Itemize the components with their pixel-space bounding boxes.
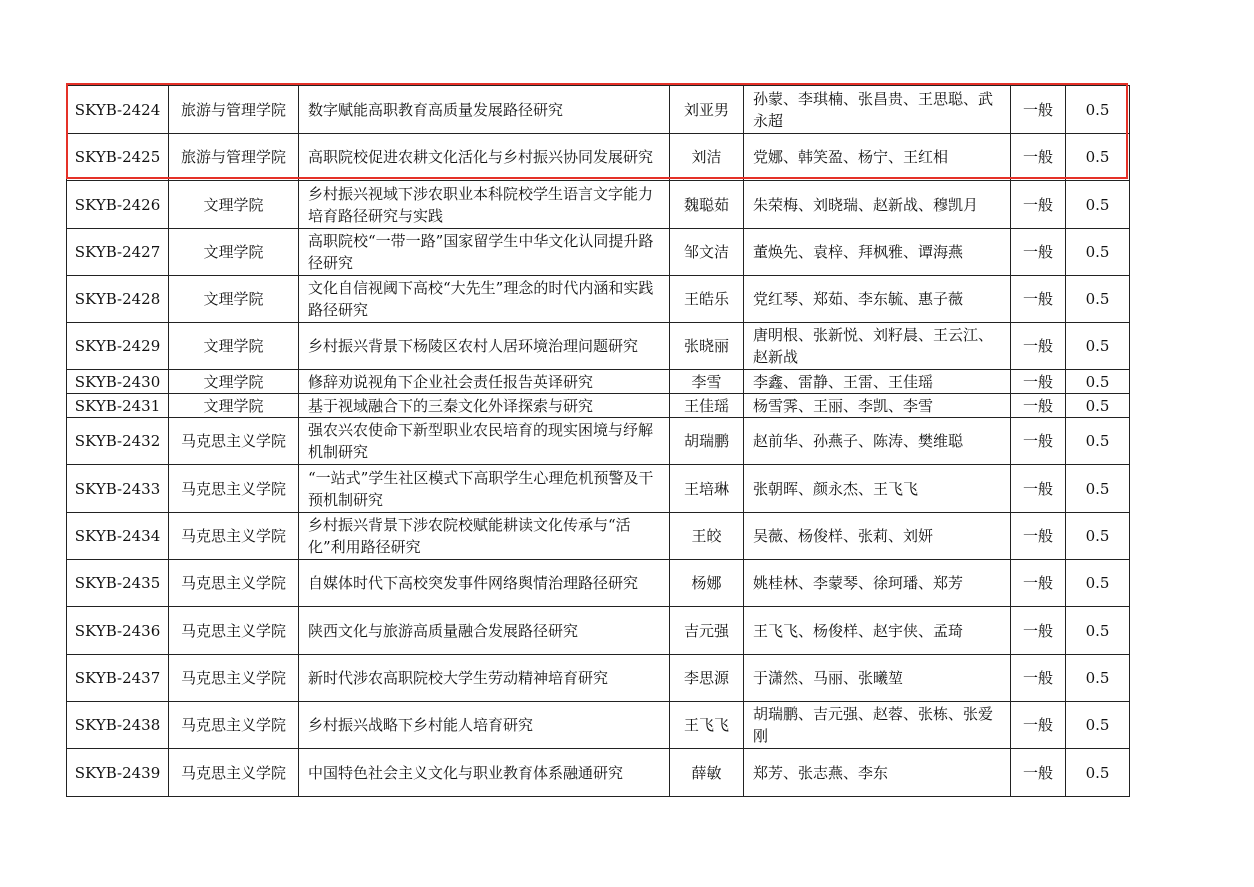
level-cell: 一般 xyxy=(1011,86,1066,134)
table-body xyxy=(67,86,1130,797)
project-code-cell: SKYB-2424 xyxy=(67,86,169,134)
project-title-cell: “一站式”学生社区模式下高职学生心理危机预警及干预机制研究 xyxy=(299,465,670,513)
table-row xyxy=(67,134,1130,181)
project-code-cell: SKYB-2439 xyxy=(67,749,169,797)
project-code-cell: SKYB-2426 xyxy=(67,181,169,229)
project-code-cell: SKYB-2431 xyxy=(67,394,169,418)
project-title-cell: 高职院校“一带一路”国家留学生中华文化认同提升路径研究 xyxy=(299,229,670,276)
members-cell: 唐明根、张新悦、刘籽晨、王云江、赵新战 xyxy=(744,323,1011,370)
project-title-cell: 高职院校促进农耕文化活化与乡村振兴协同发展研究 xyxy=(299,134,670,181)
project-code-cell: SKYB-2434 xyxy=(67,513,169,560)
level-cell: 一般 xyxy=(1011,702,1066,749)
project-code-cell: SKYB-2437 xyxy=(67,655,169,702)
project-code-cell: SKYB-2425 xyxy=(67,134,169,181)
department-cell: 文理学院 xyxy=(169,229,299,276)
members-cell: 于潇然、马丽、张曦堃 xyxy=(744,655,1011,702)
project-title-cell: 陕西文化与旅游高质量融合发展路径研究 xyxy=(299,607,670,655)
project-code-cell: SKYB-2427 xyxy=(67,229,169,276)
table-row xyxy=(67,702,1130,749)
members-cell: 孙蒙、李琪楠、张昌贵、王思聪、武永超 xyxy=(744,86,1011,134)
table-row xyxy=(67,749,1130,797)
funding-cell: 0.5 xyxy=(1066,134,1130,181)
project-title-cell: 乡村振兴战略下乡村能人培育研究 xyxy=(299,702,670,749)
table-row xyxy=(67,323,1130,370)
funding-cell: 0.5 xyxy=(1066,418,1130,465)
host-name-cell: 邹文洁 xyxy=(670,229,744,276)
host-name-cell: 胡瑞鹏 xyxy=(670,418,744,465)
project-title-cell: 强农兴农使命下新型职业农民培育的现实困境与纾解机制研究 xyxy=(299,418,670,465)
level-cell: 一般 xyxy=(1011,134,1066,181)
project-code-cell: SKYB-2436 xyxy=(67,607,169,655)
funding-cell: 0.5 xyxy=(1066,86,1130,134)
table-row xyxy=(67,181,1130,229)
department-cell: 旅游与管理学院 xyxy=(169,86,299,134)
department-cell: 文理学院 xyxy=(169,181,299,229)
department-cell: 马克思主义学院 xyxy=(169,560,299,607)
level-cell: 一般 xyxy=(1011,323,1066,370)
funding-cell: 0.5 xyxy=(1066,229,1130,276)
level-cell: 一般 xyxy=(1011,607,1066,655)
project-title-cell: 基于视域融合下的三秦文化外译探索与研究 xyxy=(299,394,670,418)
level-cell: 一般 xyxy=(1011,655,1066,702)
project-title-cell: 修辞劝说视角下企业社会责任报告英译研究 xyxy=(299,370,670,394)
table-row xyxy=(67,513,1130,560)
funding-cell: 0.5 xyxy=(1066,394,1130,418)
funding-cell: 0.5 xyxy=(1066,702,1130,749)
department-cell: 文理学院 xyxy=(169,394,299,418)
members-cell: 吴薇、杨俊样、张莉、刘妍 xyxy=(744,513,1011,560)
funding-cell: 0.5 xyxy=(1066,370,1130,394)
funding-cell: 0.5 xyxy=(1066,607,1130,655)
members-cell: 党红琴、郑茹、李东毓、惠子薇 xyxy=(744,276,1011,323)
funding-cell: 0.5 xyxy=(1066,276,1130,323)
host-name-cell: 张晓丽 xyxy=(670,323,744,370)
table-row xyxy=(67,276,1130,323)
funding-cell: 0.5 xyxy=(1066,749,1130,797)
project-title-cell: 文化自信视阈下高校“大先生”理念的时代内涵和实践路径研究 xyxy=(299,276,670,323)
members-cell: 胡瑞鹏、吉元强、赵蓉、张栋、张爱刚 xyxy=(744,702,1011,749)
members-cell: 张朝晖、颜永杰、王飞飞 xyxy=(744,465,1011,513)
project-code-cell: SKYB-2438 xyxy=(67,702,169,749)
host-name-cell: 刘洁 xyxy=(670,134,744,181)
project-title-cell: 乡村振兴背景下涉农院校赋能耕读文化传承与“活化”利用路径研究 xyxy=(299,513,670,560)
level-cell: 一般 xyxy=(1011,229,1066,276)
level-cell: 一般 xyxy=(1011,749,1066,797)
project-code-cell: SKYB-2429 xyxy=(67,323,169,370)
table-row xyxy=(67,607,1130,655)
project-code-cell: SKYB-2430 xyxy=(67,370,169,394)
department-cell: 马克思主义学院 xyxy=(169,749,299,797)
project-title-cell: 乡村振兴背景下杨陵区农村人居环境治理问题研究 xyxy=(299,323,670,370)
department-cell: 马克思主义学院 xyxy=(169,702,299,749)
project-title-cell: 自媒体时代下高校突发事件网络舆情治理路径研究 xyxy=(299,560,670,607)
level-cell: 一般 xyxy=(1011,560,1066,607)
host-name-cell: 李雪 xyxy=(670,370,744,394)
level-cell: 一般 xyxy=(1011,181,1066,229)
funding-cell: 0.5 xyxy=(1066,513,1130,560)
table-row xyxy=(67,370,1130,394)
table-row xyxy=(67,229,1130,276)
table-row xyxy=(67,418,1130,465)
members-cell: 赵前华、孙燕子、陈涛、樊维聪 xyxy=(744,418,1011,465)
members-cell: 党娜、韩笑盈、杨宁、王红相 xyxy=(744,134,1011,181)
host-name-cell: 杨娜 xyxy=(670,560,744,607)
department-cell: 文理学院 xyxy=(169,323,299,370)
level-cell: 一般 xyxy=(1011,394,1066,418)
table-row xyxy=(67,394,1130,418)
members-cell: 姚桂林、李蒙琴、徐珂璠、郑芳 xyxy=(744,560,1011,607)
host-name-cell: 王培琳 xyxy=(670,465,744,513)
funding-cell: 0.5 xyxy=(1066,560,1130,607)
project-code-cell: SKYB-2432 xyxy=(67,418,169,465)
table-row xyxy=(67,655,1130,702)
host-name-cell: 王皓乐 xyxy=(670,276,744,323)
project-title-cell: 乡村振兴视域下涉农职业本科院校学生语言文字能力培育路径研究与实践 xyxy=(299,181,670,229)
table-row xyxy=(67,465,1130,513)
level-cell: 一般 xyxy=(1011,513,1066,560)
project-table-container xyxy=(66,85,1130,797)
project-title-cell: 数字赋能高职教育高质量发展路径研究 xyxy=(299,86,670,134)
host-name-cell: 王佳瑶 xyxy=(670,394,744,418)
host-name-cell: 吉元强 xyxy=(670,607,744,655)
project-title-cell: 新时代涉农高职院校大学生劳动精神培育研究 xyxy=(299,655,670,702)
department-cell: 旅游与管理学院 xyxy=(169,134,299,181)
members-cell: 郑芳、张志燕、李东 xyxy=(744,749,1011,797)
department-cell: 马克思主义学院 xyxy=(169,513,299,560)
level-cell: 一般 xyxy=(1011,370,1066,394)
department-cell: 马克思主义学院 xyxy=(169,418,299,465)
funding-cell: 0.5 xyxy=(1066,465,1130,513)
host-name-cell: 王飞飞 xyxy=(670,702,744,749)
project-code-cell: SKYB-2433 xyxy=(67,465,169,513)
host-name-cell: 魏聪茹 xyxy=(670,181,744,229)
department-cell: 马克思主义学院 xyxy=(169,465,299,513)
department-cell: 文理学院 xyxy=(169,370,299,394)
members-cell: 朱荣梅、刘晓瑞、赵新战、穆凯月 xyxy=(744,181,1011,229)
project-code-cell: SKYB-2428 xyxy=(67,276,169,323)
level-cell: 一般 xyxy=(1011,465,1066,513)
funding-cell: 0.5 xyxy=(1066,181,1130,229)
host-name-cell: 王皎 xyxy=(670,513,744,560)
members-cell: 王飞飞、杨俊样、赵宇侠、孟琦 xyxy=(744,607,1011,655)
level-cell: 一般 xyxy=(1011,418,1066,465)
members-cell: 杨雪霁、王丽、李凯、李雪 xyxy=(744,394,1011,418)
funding-cell: 0.5 xyxy=(1066,323,1130,370)
project-title-cell: 中国特色社会主义文化与职业教育体系融通研究 xyxy=(299,749,670,797)
funding-cell: 0.5 xyxy=(1066,655,1130,702)
project-code-cell: SKYB-2435 xyxy=(67,560,169,607)
host-name-cell: 刘亚男 xyxy=(670,86,744,134)
table-row xyxy=(67,560,1130,607)
project-table xyxy=(66,85,1130,797)
department-cell: 文理学院 xyxy=(169,276,299,323)
host-name-cell: 薛敏 xyxy=(670,749,744,797)
level-cell: 一般 xyxy=(1011,276,1066,323)
department-cell: 马克思主义学院 xyxy=(169,607,299,655)
table-row xyxy=(67,86,1130,134)
members-cell: 董焕先、袁梓、拜枫雅、谭海燕 xyxy=(744,229,1011,276)
department-cell: 马克思主义学院 xyxy=(169,655,299,702)
members-cell: 李鑫、雷静、王雷、王佳瑶 xyxy=(744,370,1011,394)
host-name-cell: 李思源 xyxy=(670,655,744,702)
